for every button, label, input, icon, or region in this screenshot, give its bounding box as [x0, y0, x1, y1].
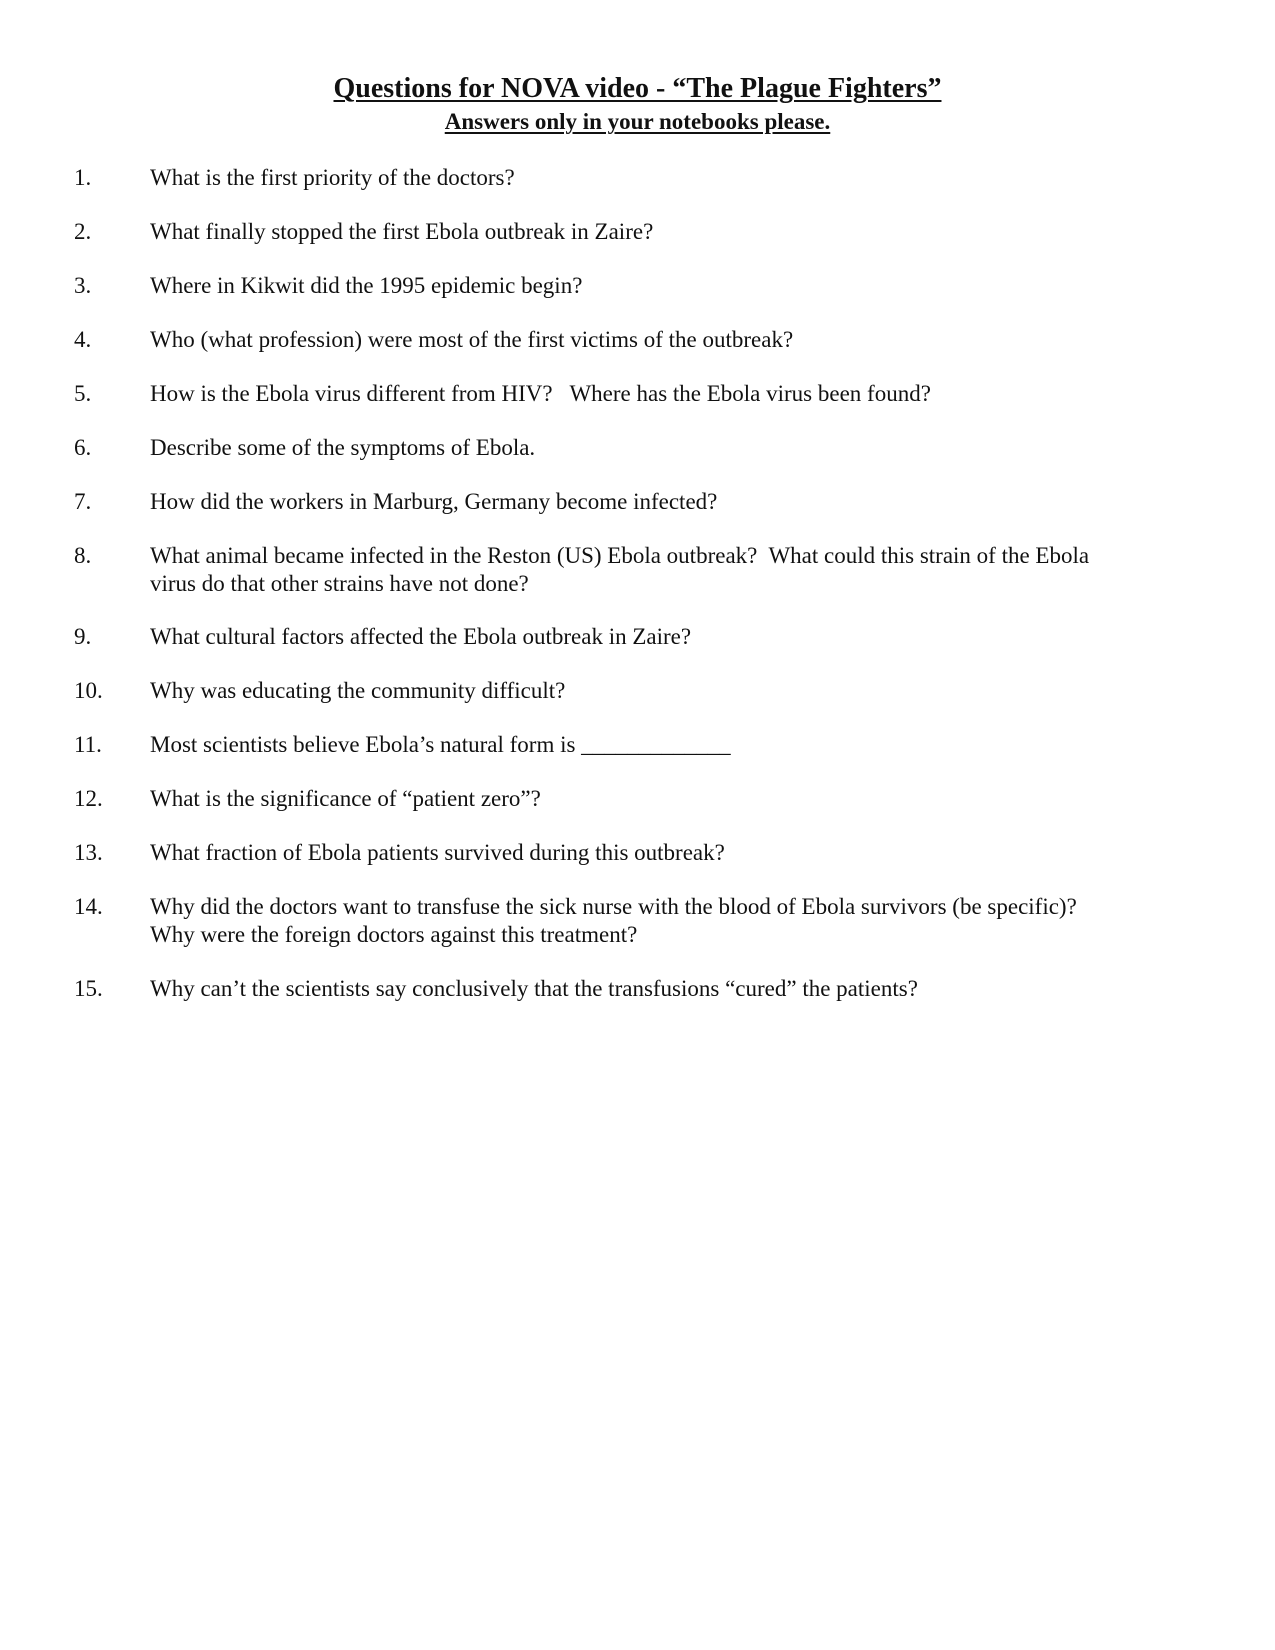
page-title: Questions for NOVA video - “The Plague Fighters”	[333, 73, 942, 104]
question-number: 1.	[74, 165, 92, 190]
question-number: 7.	[74, 489, 92, 514]
question-number: 12.	[74, 786, 103, 811]
question-number: 10.	[74, 678, 103, 703]
question-text: What is the significance of “patient zero”?	[150, 786, 541, 811]
question-text-block	[150, 893, 1170, 949]
question-number: 15.	[74, 976, 103, 1001]
question-text: How did the workers in Marburg, Germany become infected?	[150, 489, 718, 514]
question-number: 3.	[74, 273, 92, 298]
question-text: Most scientists believe Ebola’s natural form is _____________	[150, 732, 731, 757]
question-text: What cultural factors affected the Ebola outbreak in Zaire?	[150, 624, 692, 649]
question-number: 14.	[74, 894, 103, 919]
question-text-block	[150, 542, 1170, 598]
question-text: Who (what profession) were most of the first victims of the outbreak?	[150, 327, 794, 352]
question-number: 13.	[74, 840, 103, 865]
question-number: 6.	[74, 435, 92, 460]
question-text: What animal became infected in the Reston (US) Ebola outbreak? What could this strain of the Ebola	[150, 543, 1090, 568]
question-text-continued: virus do that other strains have not done?	[150, 571, 529, 596]
question-text: How is the Ebola virus different from HIV? Where has the Ebola virus been found?	[150, 381, 931, 406]
question-number: 2.	[74, 219, 92, 244]
question-number: 8.	[74, 543, 92, 568]
question-number: 11.	[74, 732, 102, 757]
question-text-continued: Why were the foreign doctors against this treatment?	[150, 922, 638, 947]
question-text: Where in Kikwit did the 1995 epidemic begin?	[150, 273, 583, 298]
question-text: What is the first priority of the doctors?	[150, 165, 515, 190]
question-text: Why did the doctors want to transfuse the sick nurse with the blood of Ebola survivors (be specific)?	[150, 894, 1077, 919]
question-number: 4.	[74, 327, 92, 352]
question-text: What finally stopped the first Ebola outbreak in Zaire?	[150, 219, 654, 244]
question-text: Why can’t the scientists say conclusively that the transfusions “cured” the patients?	[150, 976, 918, 1001]
page-subtitle: Answers only in your notebooks please.	[444, 109, 831, 134]
question-number: 9.	[74, 624, 92, 649]
question-text: Why was educating the community difficult?	[150, 678, 566, 703]
question-text: What fraction of Ebola patients survived during this outbreak?	[150, 840, 725, 865]
question-number: 5.	[74, 381, 92, 406]
question-text: Describe some of the symptoms of Ebola.	[150, 435, 536, 460]
